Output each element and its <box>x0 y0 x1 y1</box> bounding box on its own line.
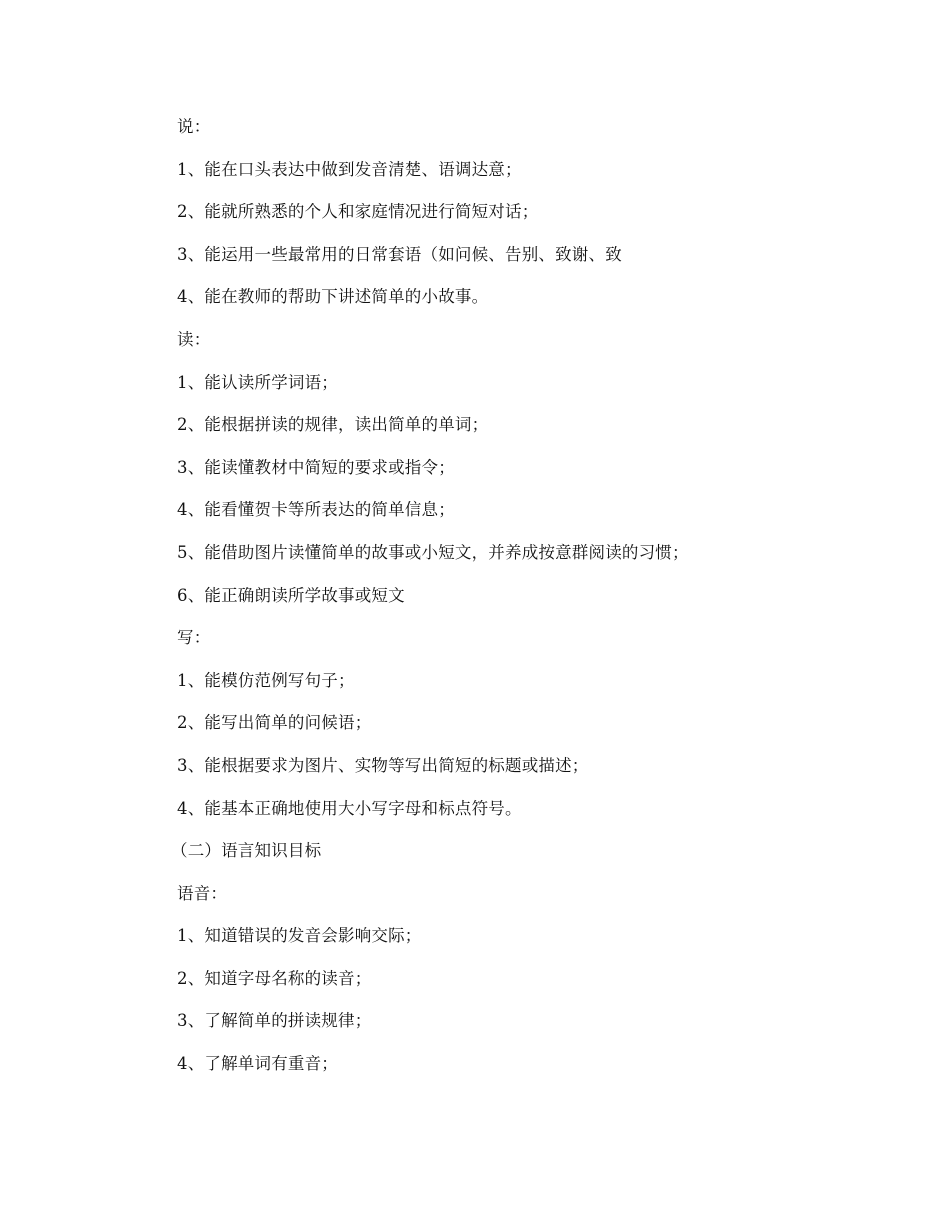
reading-item-1: 1、能认读所学词语； <box>177 372 338 392</box>
speaking-item-3: 3、能运用一些最常用的日常套语（如问候、告别、致谢、致 <box>177 244 622 264</box>
writing-item-2: 2、能写出简单的问候语； <box>177 713 372 733</box>
document-body <box>171 106 877 1086</box>
speaking-item-4: 4、能在教师的帮助下讲述简单的小故事。 <box>177 287 489 307</box>
speaking-item-2: 2、能就所熟悉的个人和家庭情况进行简短对话； <box>177 202 539 222</box>
reading-item-4: 4、能看懂贺卡等所表达的简单信息； <box>177 500 455 520</box>
reading-item-5: 5、能借助图片读懂简单的故事或小短文，并养成按意群阅读的习惯； <box>177 542 689 562</box>
section-heading-speaking: 说： <box>177 117 211 136</box>
phonetics-item-1: 1、知道错误的发音会影响交际； <box>177 926 422 946</box>
reading-item-2: 2、能根据拼读的规律，读出简单的单词； <box>177 415 489 435</box>
writing-item-4: 4、能基本正确地使用大小写字母和标点符号。 <box>177 798 522 818</box>
writing-item-3: 3、能根据要求为图片、实物等写出简短的标题或描述； <box>177 755 589 775</box>
writing-item-1: 1、能模仿范例写句子； <box>177 670 355 690</box>
speaking-item-1: 1、能在口头表达中做到发音清楚、语调达意； <box>177 159 522 179</box>
phonetics-item-2: 2、知道字母名称的读音； <box>177 968 372 988</box>
phonetics-item-4: 4、了解单词有重音； <box>177 1054 338 1074</box>
reading-item-3: 3、能读懂教材中简短的要求或指令； <box>177 457 455 477</box>
reading-item-6: 6、能正确朗读所学故事或短文 <box>177 585 405 605</box>
section-heading-reading: 读： <box>177 329 211 349</box>
subsection-heading-language-knowledge: （二）语言知识目标 <box>171 841 322 861</box>
section-heading-phonetics: 语音： <box>177 883 228 903</box>
phonetics-item-3: 3、了解简单的拼读规律； <box>177 1011 372 1031</box>
section-heading-writing: 写： <box>177 628 211 648</box>
